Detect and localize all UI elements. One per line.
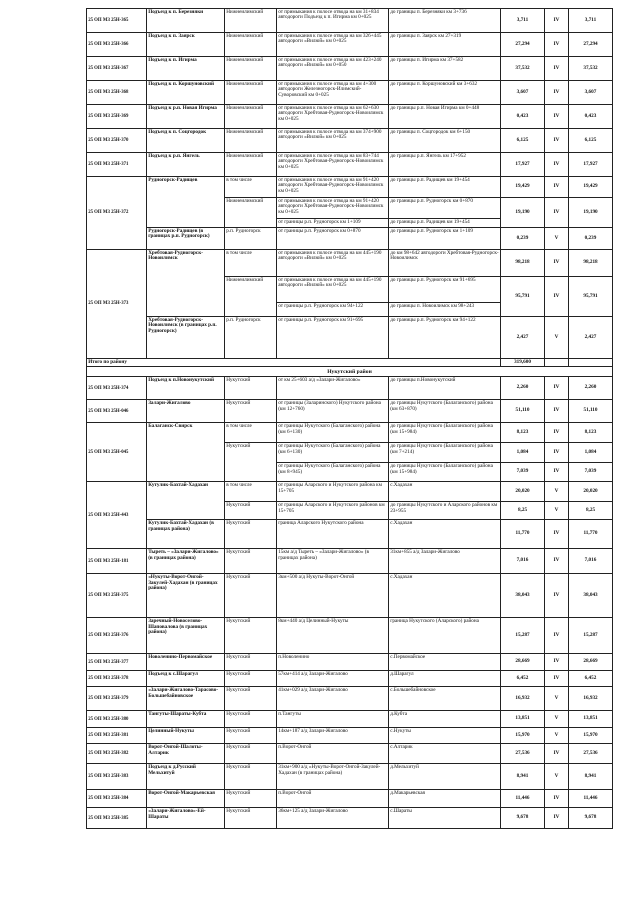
end-point-cell: до границы р.п. Рудногорск км 94+122 xyxy=(389,317,501,359)
municipality-cell: Нижнеилимский xyxy=(225,57,277,81)
end-point-cell: граница Нукутского (Аларского) района xyxy=(389,618,501,654)
length-total-cell: 3,607 xyxy=(569,81,613,105)
length-cell: 27,536 xyxy=(501,744,545,764)
length-total-cell: 11,446 xyxy=(569,790,613,808)
category-cell: IV xyxy=(545,177,569,198)
length-cell: 11,770 xyxy=(501,520,545,549)
road-code: 25 ОП МЗ 25Н-371 xyxy=(87,153,147,177)
municipality-cell: Нукутский xyxy=(225,790,277,808)
length-total-cell: 6,452 xyxy=(569,671,613,687)
district-section-title: Нукутский район xyxy=(87,367,613,377)
end-point-cell: д.Шарагул xyxy=(389,671,501,687)
end-point-cell: до границы р.п. Новая Игирма км 0+448 xyxy=(389,105,501,129)
category-cell: V xyxy=(545,687,569,711)
length-total-cell: 27,294 xyxy=(569,33,613,57)
road-name: Заречный-Новоселово-Шаповалова (в границах района) xyxy=(147,618,225,654)
start-point-cell: от км 25+603 а/д «Залари-Жигалово» xyxy=(277,377,389,400)
start-point-cell: 41км+029 а/д Залари-Жигалово xyxy=(277,687,389,711)
start-point-cell: от примыкания к полосе отвода на км 91+420 автодороги Хребтовая-Рудногорск-Новоилимск км 0+025 xyxy=(277,177,389,198)
road-code: 25 ОП МЗ 25Н-369 xyxy=(87,105,147,129)
table-row xyxy=(87,377,613,400)
municipality-cell: Нукутский xyxy=(225,502,277,520)
start-point-cell: от примыкания к полосе отвода на км 4+300 автодороги Железногорск-Илимский-Суворовский км 0+025 xyxy=(277,81,389,105)
road-name: Рудногорск-Радищев xyxy=(147,177,225,228)
road-code: 25 ОП МЗ 25Н-385 xyxy=(87,808,147,829)
road-code: 25 ОП МЗ 25Н-373 xyxy=(87,250,147,359)
municipality-cell: Нукутский xyxy=(225,808,277,829)
category-cell: IV xyxy=(545,250,569,277)
table-row xyxy=(87,687,613,711)
length-total-cell: 20,020 xyxy=(569,482,613,502)
start-point-cell: от границы р.п. Рудногорск км 94+122 xyxy=(277,303,389,317)
road-name: Подъезд к п. Коршуновский xyxy=(147,81,225,105)
district-total-value: 319,600 xyxy=(501,359,545,367)
municipality-cell: Нукутский xyxy=(225,443,277,482)
table-row xyxy=(87,790,613,808)
end-point-cell: с.Большебайновское xyxy=(389,687,501,711)
municipality-cell: Нижнеилимский xyxy=(225,105,277,129)
road-name: Кутулик-Бахтай-Хадахан xyxy=(147,482,225,520)
length-total-cell: 8,25 xyxy=(569,502,613,520)
road-code: 25 ОП МЗ 25Н-372 xyxy=(87,177,147,250)
road-code: 25 ОП МЗ 25Н-383 xyxy=(87,764,147,790)
table-row xyxy=(87,317,613,359)
road-name: Балаганск-Свирск xyxy=(147,423,225,482)
road-name: Ворот-Онгой-Шалоты-Алтарик xyxy=(147,744,225,764)
end-point-cell: до границы Нукутского (Балаганского) района (км 63+870) xyxy=(389,400,501,423)
municipality-cell: Нукутский xyxy=(225,671,277,687)
road-name: Тыреть – «Залари-Жигалово» (в границах района) xyxy=(147,549,225,574)
length-cell: 1,084 xyxy=(501,443,545,463)
table-row xyxy=(87,129,613,153)
end-point-cell: с.Хадахан xyxy=(389,520,501,549)
category-cell: IV xyxy=(545,423,569,443)
end-point-cell: до границы р.п. Радищев км 19+454 xyxy=(389,177,501,198)
municipality-cell: Нижнеилимский xyxy=(225,198,277,228)
road-code: 25 ОП МЗ 25Н-181 xyxy=(87,549,147,574)
length-cell: 19,190 xyxy=(501,198,545,228)
road-name: «Нукуты-Ворот-Онгой-Закулей-Хадахан (в границах района) xyxy=(147,574,225,618)
length-total-cell: 2,260 xyxy=(569,377,613,400)
end-point-cell: с.Шараты xyxy=(389,808,501,829)
end-point-cell: до границы р.п. Рудногорск км 1+109 xyxy=(389,228,501,250)
district-total-label: Итого по району xyxy=(87,359,501,367)
length-cell: 98,218 xyxy=(501,250,545,277)
length-total-cell: 7,039 xyxy=(569,463,613,482)
table-row xyxy=(87,250,613,277)
road-name: Подъезд к п.Новонукутский xyxy=(147,377,225,400)
length-cell: 95,791 xyxy=(501,277,545,317)
length-cell: 37,532 xyxy=(501,57,545,81)
length-cell: 28,669 xyxy=(501,654,545,671)
end-point-cell: до границы р.п. Рудногорск км 0+870 xyxy=(389,198,501,219)
road-name: «Залари-Жигалово»-Ей-Шараты xyxy=(147,808,225,829)
road-code: 25 ОП МЗ 25Н-375 xyxy=(87,574,147,618)
municipality-cell: Нукутский xyxy=(225,711,277,728)
table-row xyxy=(87,808,613,829)
municipality-cell: Нукутский xyxy=(225,728,277,744)
municipality-cell: Нукутский xyxy=(225,618,277,654)
length-cell: 3,711 xyxy=(501,9,545,33)
length-cell: 8,941 xyxy=(501,764,545,790)
category-cell: IV xyxy=(545,105,569,129)
category-cell: IV xyxy=(545,198,569,228)
table-row xyxy=(87,574,613,618)
length-cell: 2,260 xyxy=(501,377,545,400)
length-cell: 15,970 xyxy=(501,728,545,744)
length-total-cell: 8,123 xyxy=(569,423,613,443)
length-cell: 7,016 xyxy=(501,549,545,574)
road-code: 25 ОП МЗ 25Н-374 xyxy=(87,377,147,400)
category-cell: IV xyxy=(545,129,569,153)
length-total-cell: 28,669 xyxy=(569,654,613,671)
category-cell: IV xyxy=(545,463,569,482)
end-point-cell: 31км+855 а/д Залари-Жигалово xyxy=(389,549,501,574)
start-point-cell: 36км+125 а/д Залари-Жигалово xyxy=(277,808,389,829)
road-code: 25 ОП МЗ 25Н-045 xyxy=(87,423,147,482)
length-total-cell: 15,287 xyxy=(569,618,613,654)
start-point-cell: 3км+500 а/д Нукуты-Ворот-Онгой xyxy=(277,574,389,618)
start-point-cell: п.Ворот-Онгой xyxy=(277,744,389,764)
end-point-cell: до границы р.п. Рудногорск км 91+695 xyxy=(389,277,501,303)
length-cell: 8,123 xyxy=(501,423,545,443)
category-cell: V xyxy=(545,317,569,359)
length-cell: 0,239 xyxy=(501,228,545,250)
length-cell: 51,110 xyxy=(501,400,545,423)
category-cell: IV xyxy=(545,790,569,808)
table-row xyxy=(87,105,613,129)
road-code: 25 ОП МЗ 25Н-380 xyxy=(87,711,147,728)
table-row xyxy=(87,520,613,549)
road-code: 25 ОП МЗ 25Н-365 xyxy=(87,9,147,33)
table-row xyxy=(87,57,613,81)
road-code: 25 ОП МЗ 25Н-046 xyxy=(87,400,147,423)
category-cell: IV xyxy=(545,400,569,423)
end-point-cell: до границы п. Новоилимск км 98+243 xyxy=(389,303,501,317)
start-point-cell: от границы Аларского и Нукутского районов км 15+705 xyxy=(277,502,389,520)
length-total-cell: 15,970 xyxy=(569,728,613,744)
road-name: Рудногорск-Радищев (в границах р.п. Рудногорск) xyxy=(147,228,225,250)
length-cell: 6,125 xyxy=(501,129,545,153)
end-point-cell: до границы Нукутского и Аларского районов км 23+955 xyxy=(389,502,501,520)
category-cell: IV xyxy=(545,654,569,671)
road-code: 25 ОП МЗ 25Н-382 xyxy=(87,744,147,764)
municipality-cell: Нижнеилимский xyxy=(225,9,277,33)
municipality-cell: в том числе xyxy=(225,423,277,443)
start-point-cell: от примыкания к полосе отвода на км 445+190 автодороги «Вилюй» км 0+025 xyxy=(277,250,389,277)
table-row xyxy=(87,549,613,574)
end-point-cell: с.Первомайское xyxy=(389,654,501,671)
road-name: Подъезд к р.п. Янгель xyxy=(147,153,225,177)
category-cell: V xyxy=(545,728,569,744)
municipality-cell: Нижнеилимский xyxy=(225,277,277,317)
length-total-cell: 17,927 xyxy=(569,153,613,177)
category-cell: IV xyxy=(545,520,569,549)
table-row xyxy=(87,367,613,377)
length-total-cell: 0,239 xyxy=(569,228,613,250)
table-cell xyxy=(545,359,569,367)
length-cell: 19,429 xyxy=(501,177,545,198)
start-point-cell: 57км+414 а/д Залари-Жигалово xyxy=(277,671,389,687)
start-point-cell: от примыкания к полосе отвода на км 374+900 автодороги «Вилюй» км 0+025 xyxy=(277,129,389,153)
road-code: 25 ОП МЗ 25Н-376 xyxy=(87,618,147,654)
length-cell: 2,427 xyxy=(501,317,545,359)
start-point-cell: от примыкания к полосе отвода на км 423+240 автодороги «Вилюй» км 0+050 xyxy=(277,57,389,81)
category-cell: V xyxy=(545,482,569,502)
start-point-cell: от границы р.п. Рудногорск км 0+870 xyxy=(277,228,389,250)
start-point-cell: 14км+187 а/д Залари-Жигалово xyxy=(277,728,389,744)
category-cell: IV xyxy=(545,57,569,81)
start-point-cell: от границы Аларского и Нукутского района км 15+705 xyxy=(277,482,389,502)
length-total-cell: 19,429 xyxy=(569,177,613,198)
length-cell: 13,851 xyxy=(501,711,545,728)
table-row xyxy=(87,671,613,687)
category-cell: IV xyxy=(545,443,569,463)
length-total-cell: 9,678 xyxy=(569,808,613,829)
table-row xyxy=(87,618,613,654)
municipality-cell: Нижнеилимский xyxy=(225,33,277,57)
road-name: Хребтовая-Рудногорск-Новоилимск (в границах р.п. Рудногорск) xyxy=(147,317,225,359)
end-point-cell: до границы п.Новонукутский xyxy=(389,377,501,400)
length-total-cell: 2,427 xyxy=(569,317,613,359)
length-total-cell: 19,190 xyxy=(569,198,613,228)
length-total-cell: 38,043 xyxy=(569,574,613,618)
municipality-cell: Нукутский xyxy=(225,549,277,574)
table-row xyxy=(87,9,613,33)
category-cell: IV xyxy=(545,618,569,654)
end-point-cell: д.Макарьевская xyxy=(389,790,501,808)
start-point-cell: 8км+440 а/д Целинный-Нукуты xyxy=(277,618,389,654)
length-total-cell: 1,084 xyxy=(569,443,613,463)
road-code: 25 ОП МЗ 25Н-384 xyxy=(87,790,147,808)
end-point-cell: до границы п. Игирма км 37+582 xyxy=(389,57,501,81)
end-point-cell: с.Алтарик xyxy=(389,744,501,764)
category-cell: V xyxy=(545,228,569,250)
end-point-cell: до границы Нукутского (Балаганского) района (км 7+214) xyxy=(389,443,501,463)
end-point-cell: с.Нукуты xyxy=(389,728,501,744)
road-code: 25 ОП МЗ 25Н-381 xyxy=(87,728,147,744)
category-cell: V xyxy=(545,711,569,728)
road-name: Кутулик-Бахтай-Хадахан (в границах района) xyxy=(147,520,225,549)
length-total-cell: 8,941 xyxy=(569,764,613,790)
road-code: 25 ОП МЗ 25Н-378 xyxy=(87,671,147,687)
start-point-cell: граница Аларского Нукутского района xyxy=(277,520,389,549)
road-name: Целинный-Нукуты xyxy=(147,728,225,744)
municipality-cell: в том числе xyxy=(225,177,277,198)
road-code: 25 ОП МЗ 25Н-443 xyxy=(87,482,147,549)
table-row xyxy=(87,423,613,443)
table-row xyxy=(87,228,613,250)
end-point-cell: с.Хадахан xyxy=(389,482,501,502)
length-total-cell: 51,110 xyxy=(569,400,613,423)
municipality-cell: Нукутский xyxy=(225,744,277,764)
length-cell: 11,446 xyxy=(501,790,545,808)
length-total-cell: 7,016 xyxy=(569,549,613,574)
municipality-cell: Нукутский xyxy=(225,377,277,400)
road-name: Тангуты-Шараты-Кубта xyxy=(147,711,225,728)
start-point-cell: от границы Нукутского (Балаганского) района (км 8+945) xyxy=(277,463,389,482)
category-cell: IV xyxy=(545,549,569,574)
road-name: Подъезд к п. Березняки xyxy=(147,9,225,33)
roads-table xyxy=(86,8,613,829)
road-name: Подъезд к п. Соцгородок xyxy=(147,129,225,153)
length-cell: 17,927 xyxy=(501,153,545,177)
end-point-cell: до границы п. Березняки км 3+736 xyxy=(389,9,501,33)
table-row xyxy=(87,359,613,367)
end-point-cell: до границы Нукутского (Балаганского) района (км 15+984) xyxy=(389,423,501,443)
length-total-cell: 16,932 xyxy=(569,687,613,711)
table-cell xyxy=(569,359,613,367)
length-total-cell: 6,125 xyxy=(569,129,613,153)
road-code: 25 ОП МЗ 25Н-379 xyxy=(87,687,147,711)
start-point-cell: от границы Нукутского (Балаганского) района (км 6+130) xyxy=(277,423,389,443)
start-point-cell: от примыкания к полосе отвода на км 326+445 автодороги «Вилюй» км 0+025 xyxy=(277,33,389,57)
municipality-cell: Нукутский xyxy=(225,574,277,618)
length-total-cell: 13,851 xyxy=(569,711,613,728)
category-cell: IV xyxy=(545,81,569,105)
start-point-cell: п.Ворот-Онгой xyxy=(277,790,389,808)
table-row xyxy=(87,153,613,177)
road-name: Подъезд к п. Игирма xyxy=(147,57,225,81)
end-point-cell: до границы р.п. Янгель км 17+952 xyxy=(389,153,501,177)
length-total-cell: 11,770 xyxy=(569,520,613,549)
end-point-cell: д.Кубта xyxy=(389,711,501,728)
length-cell: 16,932 xyxy=(501,687,545,711)
category-cell: IV xyxy=(545,277,569,317)
municipality-cell: Нижнеилимский xyxy=(225,81,277,105)
length-total-cell: 0,423 xyxy=(569,105,613,129)
end-point-cell: до км 98+642 автодороги Хребтовая-Рудногорск-Новоилимск xyxy=(389,250,501,277)
length-cell: 9,678 xyxy=(501,808,545,829)
start-point-cell: от примыкания к полосе отвода на км 83+744 автодороги Хребтовая-Рудногорск-Новоилимск км 0+025 xyxy=(277,153,389,177)
table-row xyxy=(87,400,613,423)
table-row xyxy=(87,744,613,764)
road-code: 25 ОП МЗ 25Н-367 xyxy=(87,57,147,81)
start-point-cell: 31км+900 а/д «Нукуты-Ворот-Онгой-Закулей-Хадахан (в границах района) xyxy=(277,764,389,790)
municipality-cell: Нукутский xyxy=(225,687,277,711)
start-point-cell: от границы р.п. Рудногорск км 91+695 xyxy=(277,317,389,359)
category-cell: IV xyxy=(545,671,569,687)
municipality-cell: Нукутский xyxy=(225,520,277,549)
category-cell: IV xyxy=(545,744,569,764)
municipality-cell: в том числе xyxy=(225,250,277,277)
start-point-cell: от примыкания к полосе отвода на км 62+630 автодороги Хребтовая-Рудногорск-Новоилимск км 0+025 xyxy=(277,105,389,129)
end-point-cell: с.Хадахан xyxy=(389,574,501,618)
length-cell: 20,020 xyxy=(501,482,545,502)
length-total-cell: 3,711 xyxy=(569,9,613,33)
length-total-cell: 98,218 xyxy=(569,250,613,277)
length-total-cell: 95,791 xyxy=(569,277,613,317)
start-point-cell: 15км а/д Тыреть – «Залари-Жигалово» (в границах района) xyxy=(277,549,389,574)
end-point-cell: до границы п. Заярск км 27+319 xyxy=(389,33,501,57)
length-cell: 27,294 xyxy=(501,33,545,57)
table-row xyxy=(87,764,613,790)
table-row xyxy=(87,711,613,728)
category-cell: IV xyxy=(545,9,569,33)
length-cell: 7,039 xyxy=(501,463,545,482)
end-point-cell: до границы п. Коршуновский км 3+632 xyxy=(389,81,501,105)
category-cell: IV xyxy=(545,153,569,177)
table-row xyxy=(87,482,613,502)
municipality-cell: Нукутский xyxy=(225,654,277,671)
table-row xyxy=(87,177,613,198)
end-point-cell: до границы п. Соцгородок км 6+150 xyxy=(389,129,501,153)
municipality-cell: в том числе xyxy=(225,482,277,502)
end-point-cell: до границы Нукутского (Балаганского) района (км 15+984) xyxy=(389,463,501,482)
category-cell: IV xyxy=(545,33,569,57)
length-cell: 8,25 xyxy=(501,502,545,520)
length-cell: 38,043 xyxy=(501,574,545,618)
end-point-cell: д.Мельхитуй xyxy=(389,764,501,790)
category-cell: V xyxy=(545,764,569,790)
length-cell: 15,287 xyxy=(501,618,545,654)
start-point-cell: от примыкания к полосе отвода на км 445+190 автодороги «Вилюй» км 0+025 xyxy=(277,277,389,303)
road-name: Новоленино-Первомайское xyxy=(147,654,225,671)
start-point-cell: от границы (Заларинского) Нукутского района (км 12+760) xyxy=(277,400,389,423)
table-row xyxy=(87,654,613,671)
road-name: Подъезд к п. Заярск xyxy=(147,33,225,57)
end-point-cell: до границы р.п. Радищев км 19+454 xyxy=(389,219,501,228)
municipality-cell: Нижнеилимский xyxy=(225,153,277,177)
length-cell: 6,452 xyxy=(501,671,545,687)
length-total-cell: 27,536 xyxy=(569,744,613,764)
road-name: Подъезд к д.Русский Мельхитуй xyxy=(147,764,225,790)
municipality-cell: Нижнеилимский xyxy=(225,129,277,153)
start-point-cell: от границы р.п. Рудногорск км 1+109 xyxy=(277,219,389,228)
road-name: Подъезд к с.Шарагул xyxy=(147,671,225,687)
length-cell: 0,423 xyxy=(501,105,545,129)
municipality-cell: р.п. Рудногорск xyxy=(225,228,277,250)
length-total-cell: 37,532 xyxy=(569,57,613,81)
category-cell: IV xyxy=(545,808,569,829)
start-point-cell: от примыкания к полосе отвода на км 91+420 автодороги Хребтовая-Рудногорск-Новоилимск км 0+025 xyxy=(277,198,389,219)
road-name: Ворот-Онгой-Макарьевская xyxy=(147,790,225,808)
road-name: Подъезд к р.п. Новая Игирма xyxy=(147,105,225,129)
road-code: 25 ОП МЗ 25Н-377 xyxy=(87,654,147,671)
road-code: 25 ОП МЗ 25Н-370 xyxy=(87,129,147,153)
category-cell: V xyxy=(545,502,569,520)
road-name: «Залари-Жигалово-Тарасово-Большебайновское xyxy=(147,687,225,711)
start-point-cell: от границы Нукутского (Балаганского) района (км 6+130) xyxy=(277,443,389,463)
road-name: Хребтовая-Рудногорск-Новоилимск xyxy=(147,250,225,317)
table-row xyxy=(87,728,613,744)
start-point-cell: п.Новоленино xyxy=(277,654,389,671)
table-row xyxy=(87,81,613,105)
start-point-cell: от примыкания к полосе отвода на км 31+834 автодороги Подъезд к п. Игирма км 0+025 xyxy=(277,9,389,33)
road-name: Залари-Жигалово xyxy=(147,400,225,423)
length-cell: 3,607 xyxy=(501,81,545,105)
category-cell: IV xyxy=(545,377,569,400)
road-code: 25 ОП МЗ 25Н-368 xyxy=(87,81,147,105)
start-point-cell: п.Тангуты xyxy=(277,711,389,728)
municipality-cell: Нукутский xyxy=(225,764,277,790)
category-cell: IV xyxy=(545,574,569,618)
road-code: 25 ОП МЗ 25Н-366 xyxy=(87,33,147,57)
municipality-cell: Нукутский xyxy=(225,400,277,423)
table-row xyxy=(87,33,613,57)
municipality-cell: р.п. Рудногорск xyxy=(225,317,277,359)
